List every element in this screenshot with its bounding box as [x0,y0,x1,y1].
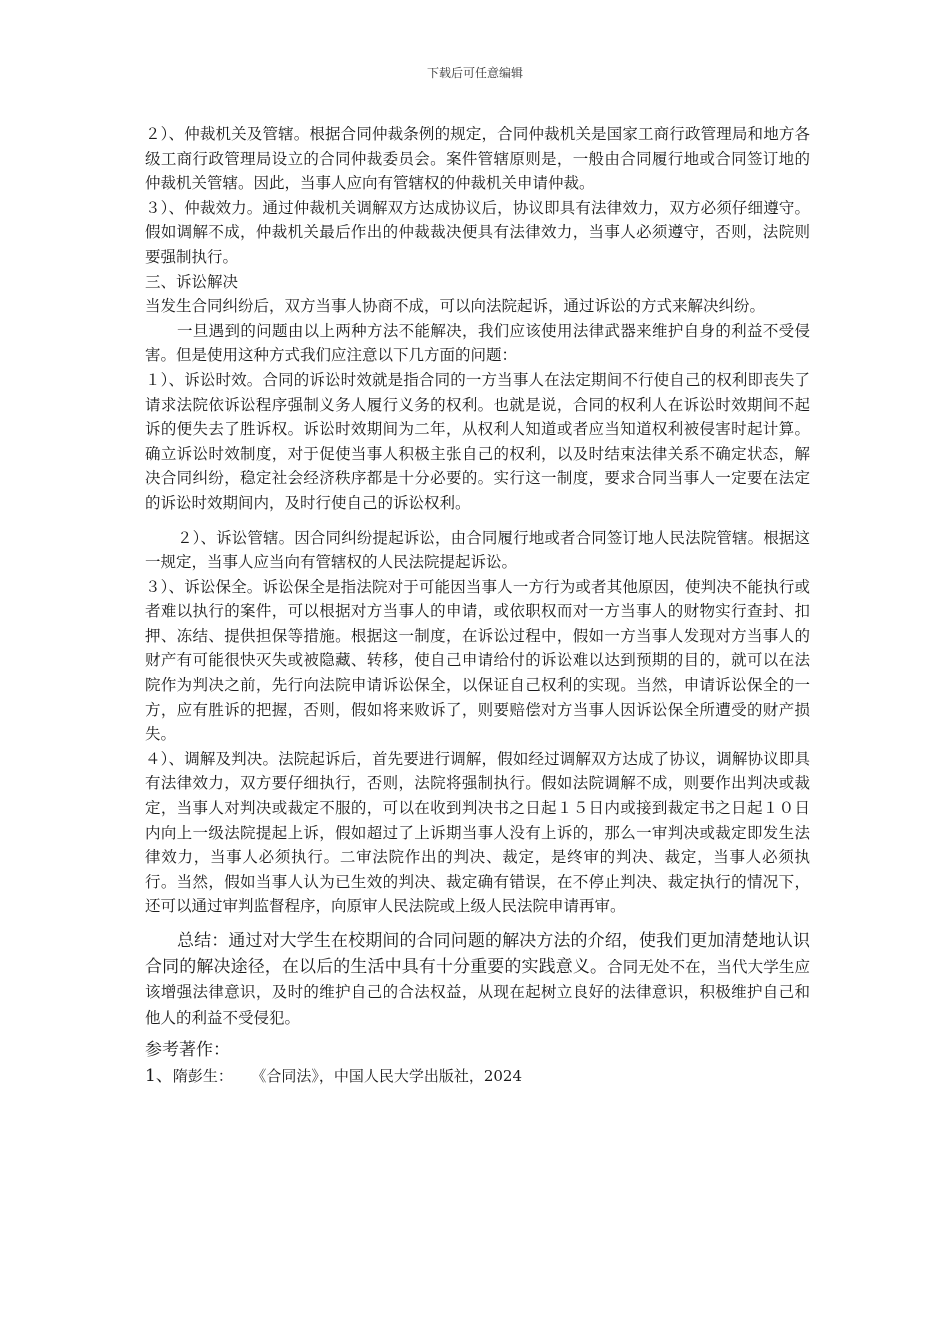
paragraph-litigation-jurisdiction: ２）、诉讼管辖。因合同纠纷提起诉讼，由合同履行地或者合同签订地人民法院管辖。根据这一规定，当事人应当向有管辖权的人民法院提起诉讼。 [145,528,810,572]
paragraph-mediation-judgment: ４）、调解及判决。法院起诉后，首先要进行调解，假如经过调解双方达成了协议，调解协议即具有法律效力，双方要仔细执行，否则，法院将强制执行。假如法院调解不成，则要作出判决或裁定，当事人对判决或裁定不服的，可以在收到判决书之日起１５日内或接到裁定书之日起１０日内向上一级法院提起上诉，假如超过了上诉期当事人没有上诉的，那么一审判决或裁定即发生法律效力，当事人必须执行。二审法院作出的判决、裁定，是终审的判决、裁定，当事人必须执行。当然，假如当事人认为已生效的判决、裁定确有错误，在不停止判决、裁定执行的情况下，还可以通过审判监督程序，向原审人民法院或上级人民法院申请再审。 [145,749,810,916]
reference-author: 隋彭生： [172,1067,233,1085]
page-header: 下载后可任意编辑 [426,66,523,80]
paragraph-arbitration-jurisdiction: ２）、仲裁机关及管辖。根据合同仲裁条例的规定，合同仲裁机关是国家工商行政管理局和地方各级工商行政管理局设立的合同仲裁委员会。案件管辖原则是，一般由合同履行地或合同签订地的仲裁机关管辖。因此，当事人应向有管辖权的仲裁机关申请仲裁。 [145,125,810,193]
paragraph-arbitration-effect: ３）、仲裁效力。通过仲裁机关调解双方达成协议后，协议即具有法律效力，双方必须仔细遵守。假如调解不成，仲裁机关最后作出的仲裁裁决便具有法律效力，当事人必须遵守，否则，法院则要强制执行。 [145,198,810,266]
paragraph-legal-weapon: 一旦遇到的问题由以上两种方法不能解决，我们应该使用法律武器来维护自身的利益不受侵害。但是使用这种方式我们应注意以下几方面的问题： [145,321,810,365]
reference-work: 《合同法》，中国人民大学出版社，2024 [258,1067,523,1085]
reference-item [145,1063,810,1089]
reference-number: 1、 [145,1066,173,1086]
document-body [145,122,810,1089]
section-heading-litigation: 三、诉讼解决 [145,272,239,291]
paragraph-limitation-period: １）、诉讼时效。合同的诉讼时效就是指合同的一方当事人在法定期间不行使自己的权利即丧失了请求法院依诉讼程序强制义务人履行义务的权利。也就是说，合同的权利人在诉讼时效期间不起诉的便失去了胜诉权。诉讼时效期间为二年，从权利人知道或者应当知道权利被侵害时起计算。确立诉讼时效制度，对于促使当事人积极主张自己的权利，以及时结束法律关系不确定状态，解决合同纠纷，稳定社会经济秩序都是十分必要的。实行这一制度，要求合同当事人一定要在法定的诉讼时效期间内，及时行使自己的诉讼权利。 [145,370,810,512]
summary-lead-text: 总结：通过对大学生在校期间的合同问题的解决方法的介绍，使我们更加清楚地认识合同的解决途径，在以后的生活中具有十分重要的实践意义。 [145,931,810,977]
summary-trail-text: 合同无处不在，当代大学生应该增强法律意识，及时的维护自己的合法权益，从现在起树立良好的法律意识，积极维护自己和他人的利益不受侵犯。 [145,957,810,1027]
references-title: 参考著作： [145,1040,230,1060]
paragraph-litigation-intro: 当发生合同纠纷后，双方当事人协商不成，可以向法院起诉，通过诉讼的方式来解决纠纷。 [145,297,766,316]
paragraph-summary [145,929,810,1031]
paragraph-preservation: ３）、诉讼保全。诉讼保全是指法院对于可能因当事人一方行为或者其他原因，使判决不能执行或者难以执行的案件，可以根据对方当事人的申请，或依职权而对一方当事人的财物实行查封、扣押、冻结、提供担保等措施。根据这一制度，在诉讼过程中，假如一方当事人发现对方当事人的财产有可能很快灭失或被隐藏、转移，使自己申请给付的诉讼难以达到预期的目的，就可以在法院作为判决之前，先行向法院申请诉讼保全，以保证自己权利的实现。当然，申请诉讼保全的一方，应有胜诉的把握，否则，假如将来败诉了，则要赔偿对方当事人因诉讼保全所遭受的财产损失。 [145,577,810,744]
